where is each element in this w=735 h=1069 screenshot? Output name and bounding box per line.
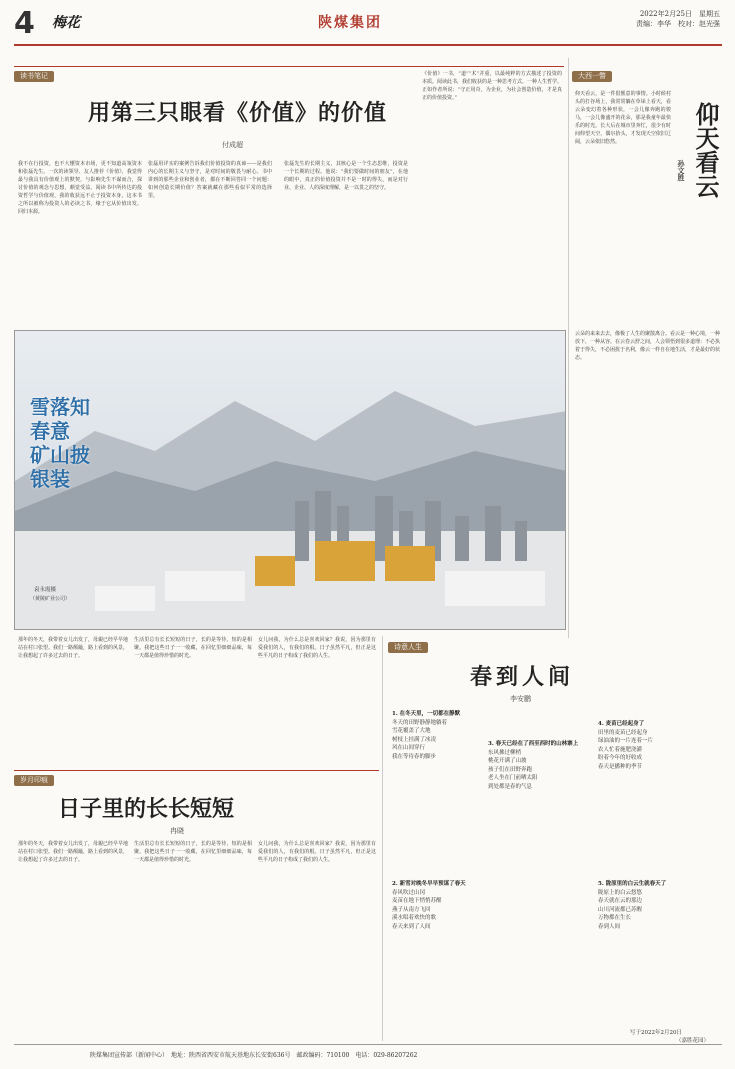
article1-col1: 我不在行投资，也不大懂资本市场，更不知道高瓴资本和张磊先生。一次的读领导、友人推荐《价值》，我觉得最与我具有价值观上的默契，与影响先生不谋而合，探讨价值的观念与思想，颇觉受益。阅读书中所传达的投资哲学与价值观，我的收获远不止于投资本身。这本书之所以被称为投资人的必读之书，缘于它从价值出发、回归本源。 <box>18 161 142 215</box>
poem-line: 山川河流都已苏醒 <box>598 906 643 913</box>
poem-4-title: 4. 麦苗已经起身了 <box>598 721 645 727</box>
article3-intro-col1: 那年的冬天，我带着女儿出发了，母親已经早早地站在村口张望。我们一路颠簸，路上看到的风景，让我想起了许多过去的日子。 <box>18 637 128 659</box>
article3-col1: 那年的冬天，我带着女儿出发了，母親已经早早地站在村口张望。我们一路颠簸，路上看到的风景，让我想起了许多过去的日子。 <box>18 841 128 863</box>
article3-author: 冉晓 <box>170 827 184 835</box>
poem-line: 我在等待春的脚步 <box>392 753 437 760</box>
poem-2-title: 2. 新雪对晚冬早早预谋了春天 <box>392 881 466 887</box>
article2-tag: 大西一瞥 <box>572 71 612 82</box>
poem-5-title: 5. 陇原里的白云生就春天了 <box>598 881 667 887</box>
date-line: 2022年2月25日 星期五 <box>639 10 720 18</box>
article3-col3: 女儿问我，为什么总是喜欢回家？我说，因为那里有爱我们的人，有我们的根。日子虽然平凡，但正是这些平凡的日子构成了我们的人生。 <box>258 841 376 863</box>
poem-4 <box>598 720 708 772</box>
article3-intro-col3: 女儿问我，为什么总是喜欢回家？我说，因为那里有爱我们的人，有我们的根。日子虽然平凡，但正是这些平凡的日子构成了我们的人生。 <box>258 637 376 659</box>
poem-date: 写于2022年2月20日 <box>630 1030 682 1036</box>
poem-line: 陇原上的白云悠悠 <box>598 889 643 896</box>
article2-title: 仰天看云 <box>691 102 720 198</box>
article1-rule <box>14 66 564 67</box>
poem-2 <box>392 880 482 932</box>
article1-author: 付成超 <box>222 141 243 149</box>
poem-line: 燕子从南方飞回 <box>392 906 431 913</box>
brand-title: 陕煤集团 <box>318 15 382 31</box>
poem-line: 春天来到了人间 <box>392 923 431 930</box>
poem-line: 万物都在生长 <box>598 915 632 922</box>
poem-1 <box>392 710 482 762</box>
article1-col2: 张磊用详实的案例告诉我们价值投资的真谛——是我们内心的长期主义与坚守，是对时间的敬畏与耐心。书中讲到的那些企业和创业者，都在不断回答同一个问题：如何创造长期价值？答案就藏在那些看似平常的选择里。 <box>148 161 272 199</box>
column-divider <box>568 58 569 638</box>
article4-title: 春到人间 <box>470 664 575 690</box>
article1-col4: 《价值》一书，“道”“术”并重，以最纯粹的方式描述了投资的本质。阅读此书，我们收获的是一种思考方式、一种人生哲学。正如作者所说：“守正用奇，为企业，为社会创造价值，才是真正的价值投资。” <box>422 71 562 101</box>
photo-illustration <box>15 331 566 630</box>
poem-line: 麦苗在地下悄悄苏醒 <box>392 898 442 905</box>
article4-tag: 诗意人生 <box>388 642 428 653</box>
poem-line: 老人坐在门前晒太阳 <box>488 775 538 782</box>
footer-info: 陕煤集团宣传部（新闻中心） 地址：陕西省西安市航天基地东长安街636号 邮政编码：710100 电话：029-86207262 <box>90 1052 418 1059</box>
poem-line: 桃花开满了山坡 <box>488 758 527 765</box>
poem-3 <box>488 740 584 792</box>
poem-3-title: 3. 春天已经在了西至西时的山林寨上 <box>488 741 579 747</box>
poem-line: 春天是播种的季节 <box>598 763 643 770</box>
poem-line: 春到人间 <box>598 923 621 930</box>
poem-line: 绿油油的一片连着一片 <box>598 738 654 745</box>
photo-title: 雪落知春意 矿山披银装 <box>30 395 90 491</box>
poem-divider <box>382 636 383 1041</box>
article3-intro-col2: 生活里总有长长短短的日子，长的是等待，短的是相聚。我把这些日子一一收藏，在回忆里细细品味，每一天都是值得珍惜的时光。 <box>134 637 252 659</box>
article1-col3: 张磊先生的长期主义，其核心是一个生态思维，投资是一个长期的过程。他说：“我们要做时间的朋友”，在他的眼中，真正的价值投资并不是一时的得失，而是对行业、企业、人的深度理解，是一以贯之的坚守。 <box>284 161 408 191</box>
article1-tag: 读书笔记 <box>14 71 54 82</box>
section-title: 梅花 <box>52 15 80 31</box>
article3-rule <box>14 770 379 771</box>
article3-col2: 生活里总有长长短短的日子，长的是等待，短的是相聚。我把这些日子一一收藏，在回忆里细细品味，每一天都是值得珍惜的时光。 <box>134 841 252 863</box>
article2-col1: 仰天看云，是一件很惬意的事情。小时候村头的打谷场上，我常常躺在草垛上看天，看云朵变幻着各种形状，一会儿像奔跑的骏马，一会儿像盛开的花朵，那是我童年最快乐的时光。长大后在城市里奔忙，很少有时间仰望天空，偶尔抬头，才发现天空依旧辽阔，云朵依旧悠然。 <box>575 91 671 145</box>
page-number: 4 <box>14 6 35 41</box>
article1-title: 用第三只眼看《价值》的价值 <box>88 100 388 126</box>
poem-line: 农人忙着施肥浇灌 <box>598 746 643 753</box>
poem-line: 树枝上挂满了冰凌 <box>392 736 437 743</box>
footer-rule <box>14 1044 722 1045</box>
poem-line: 春风吹过山冈 <box>392 889 426 896</box>
poem-line: 雪花覆盖了大地 <box>392 728 431 735</box>
poem-line: 东风拂过柳梢 <box>488 749 522 756</box>
poem-line: 溪水唱着欢快的歌 <box>392 915 437 922</box>
article4-author: 李安鹏 <box>510 695 531 703</box>
editor-line: 责编：李华 校对：赵光强 <box>636 20 720 28</box>
poem-line: 孩子们在田野奔跑 <box>488 766 533 773</box>
poem-1-title: 1. 在冬天里，一切都在静默 <box>392 711 461 717</box>
article2-author: 孙文胜 <box>677 160 686 181</box>
poem-line: 春天就在云的那边 <box>598 898 643 905</box>
poem-line: 冬天的田野静静地躺着 <box>392 719 448 726</box>
header-divider <box>14 44 722 46</box>
poem-5 <box>598 880 708 932</box>
poem-line: 盼着今年的好收成 <box>598 755 643 762</box>
article2-col2: 云朵的来来去去，像极了人生的聚散离合。看云是一种心境，一种放下，一种从容。在云卷云舒之间，人会领悟到很多道理：不必执着于得失，不必困扰于名利，像云一样自在地生活，才是最好的状态。 <box>575 331 720 361</box>
poem-line: 田里的麦苗已经起身 <box>598 729 648 736</box>
poem-line: 到处都是春的气息 <box>488 783 533 790</box>
poem-line: 风在山间穿行 <box>392 745 426 752</box>
article3-tag: 岁月印痕 <box>14 775 54 786</box>
header-info <box>590 9 720 29</box>
poem-place: （嘉胜花园） <box>676 1038 710 1044</box>
snow-city-photo <box>14 330 566 630</box>
photo-credit: 袁永霞摄 <box>34 587 57 593</box>
article3-title: 日子里的长长短短 <box>58 796 235 822</box>
photo-credit-sub: （黄陵矿业公司） <box>30 596 71 602</box>
